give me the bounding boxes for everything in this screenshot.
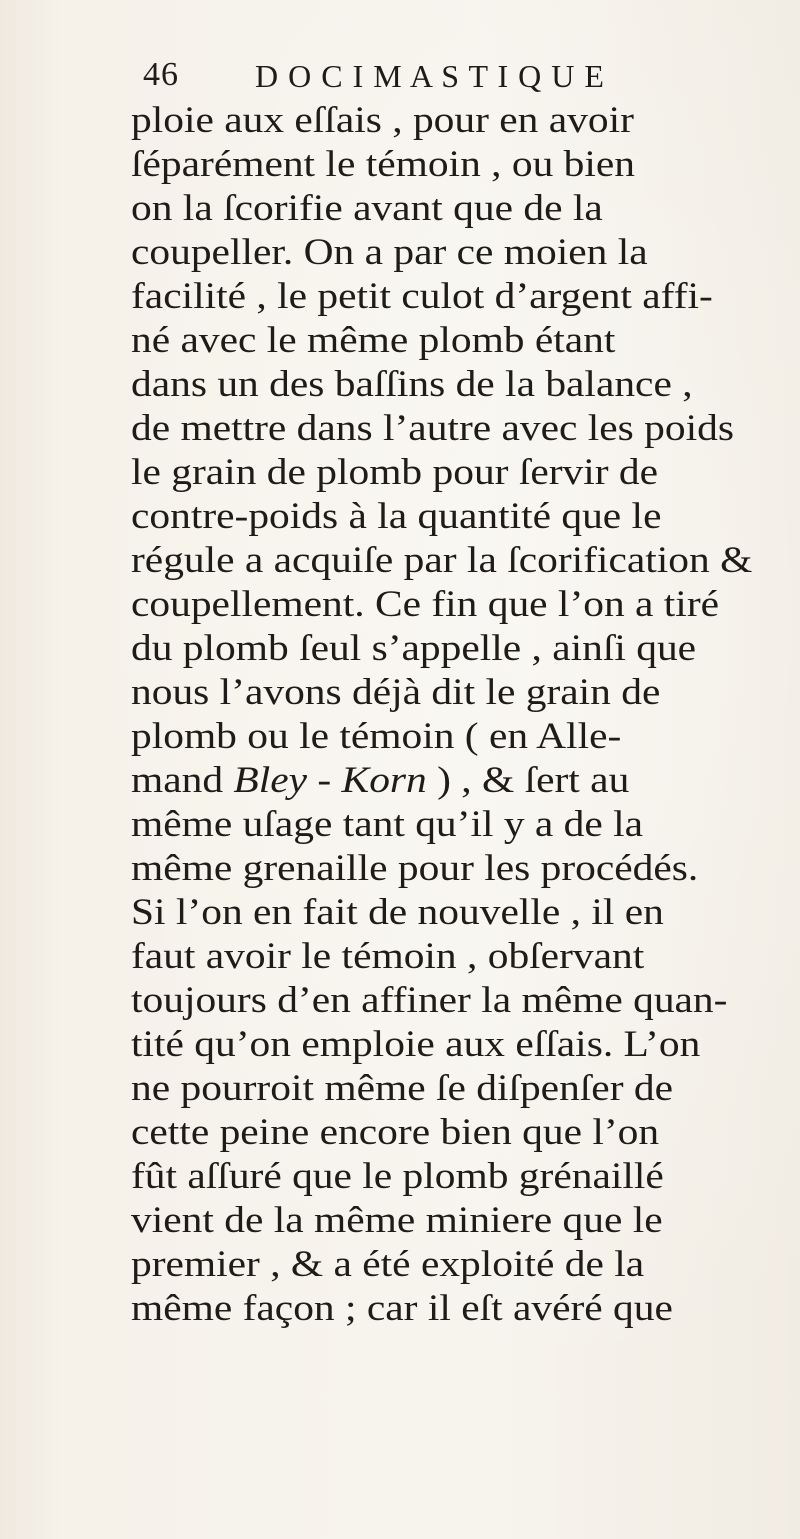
page-number: 46 [143, 56, 179, 93]
text-line: même uſage tant qu’il y a de la [131, 804, 644, 845]
text-line: ſéparément le témoin , ou bien [131, 144, 636, 185]
text-line: premier , & a été exploité de la [131, 1244, 645, 1285]
text-line [131, 758, 629, 804]
text-line: ploie aux eſſais , pour en avoir [131, 100, 634, 141]
running-title: D O C I M A S T I Q U E [255, 58, 605, 94]
text-line: né avec le même plomb étant [131, 320, 616, 361]
text-line: nous l’avons déjà dit le grain de [131, 672, 661, 713]
text-line: contre-poids à la quantité que le [131, 496, 662, 537]
text-line: toujours d’en affiner la même quan- [131, 980, 728, 1021]
text-line: vient de la même miniere que le [131, 1200, 663, 1241]
text-line: plomb ou le témoin ( en Alle- [131, 716, 622, 757]
text-line: facilité , le petit culot d’argent affi- [131, 276, 713, 317]
text-segment: mand [131, 760, 234, 801]
text-line: coupellement. Ce fin que l’on a tiré [131, 584, 720, 625]
text-line: coupeller. On a par ce moien la [131, 232, 648, 273]
text-line: dans un des baſſins de la balance , [131, 364, 693, 405]
text-line: tité qu’on emploie aux eſſais. L’on [131, 1024, 701, 1065]
text-segment: ) , & ſert au [426, 760, 630, 801]
page-header [143, 56, 663, 96]
text-line: Si l’on en fait de nouvelle , il en [131, 892, 664, 933]
text-line: même façon ; car il eſt avéré que [131, 1288, 673, 1329]
german-term: Bley - Korn [233, 760, 427, 801]
text-line: du plomb ſeul s’appelle , ainſi que [131, 628, 697, 669]
text-line: ne pourroit même ſe diſpenſer de [131, 1068, 673, 1109]
text-line: le grain de plomb pour ſervir de [131, 452, 659, 493]
text-line: on la ſcorifie avant que de la [131, 188, 603, 229]
text-line: fût aſſuré que le plomb grénaillé [131, 1156, 664, 1197]
text-line: même grenaille pour les procédés. [131, 848, 699, 889]
text-line: faut avoir le témoin , obſervant [131, 936, 645, 977]
text-line: cette peine encore bien que l’on [131, 1112, 660, 1153]
text-line: de mettre dans l’autre avec les poids [131, 408, 734, 449]
text-line: régule a acquiſe par la ſcorification & [131, 540, 753, 581]
